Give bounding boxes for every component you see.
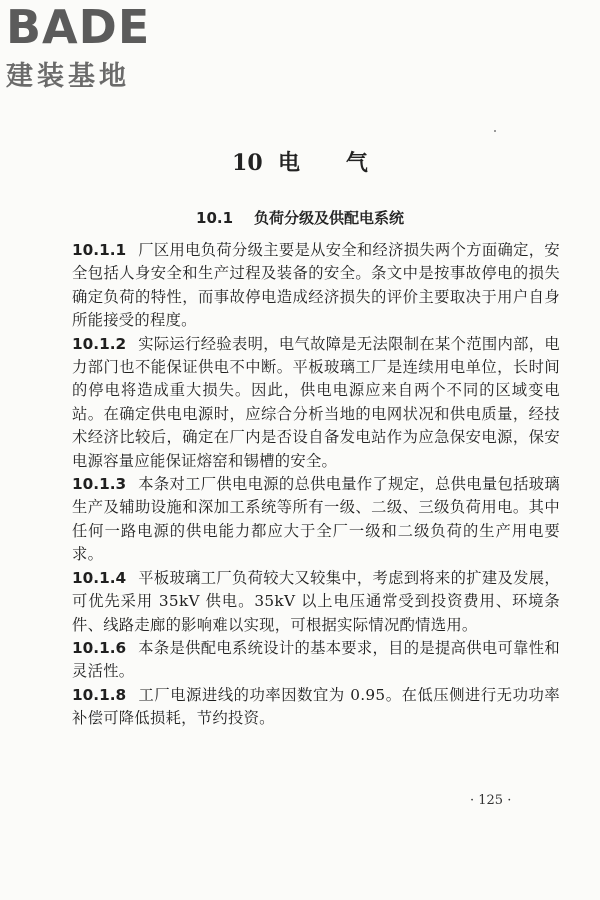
clause-paragraph — [72, 473, 560, 567]
clause-paragraph — [72, 684, 560, 731]
clause-number: 10.1.3 — [72, 475, 127, 494]
clause-text: 厂区用电负荷分级主要是从安全和经济损失两个方面确定，安全包括人身安全和生产过程及装备的安全。条文中是按事故停电的损失确定负荷的特性，而事故停电造成经济损失的评价主要取决于用户自身所能接受的程度。 — [72, 241, 560, 330]
bade-logo — [6, 0, 176, 92]
clause-paragraph — [72, 567, 560, 637]
chapter-title: 10 电 气 — [232, 150, 368, 176]
clause-number: 10.1.8 — [72, 685, 127, 704]
clause-paragraph — [72, 637, 560, 684]
logo-subtitle: 建装基地 — [6, 61, 130, 92]
clause-text: 实际运行经验表明，电气故障是无法限制在某个范围内部，电力部门也不能保证供电不中断。平板玻璃工厂是连续用电单位，长时间的停电将造成重大损失。因此，供电电源应来自两个不同的区域变电站。在确定供电电源时，应综合分析当地的电网状况和供电质量，经技术经济比较后，确定在厂内是否设自备发电站作为应急保安电源，保安电源容量应能保证熔窑和锡槽的安全。 — [72, 334, 560, 470]
clause-number: 10.1.6 — [72, 638, 127, 657]
section-title: 10.1 负荷分级及供配电系统 — [196, 209, 404, 227]
clause-paragraph — [72, 333, 560, 473]
page-number: · 125 · — [470, 793, 512, 808]
clause-text: 本条对工厂供电电源的总供电量作了规定，总供电量包括玻璃生产及辅助设施和深加工系统等所有一级、二级、三级负荷用电。其中任何一路电源的供电能力都应大于全厂一级和二级负荷的生产用电要求。 — [72, 475, 560, 564]
clause-text: 工厂电源进线的功率因数宜为 0.95。在低压侧进行无功功率补偿可降低损耗，节约投资。 — [72, 685, 560, 728]
clause-number: 10.1.4 — [72, 568, 127, 587]
logo-wordmark: BADE — [6, 0, 151, 54]
decorative-dot — [494, 130, 496, 132]
section-body — [72, 239, 560, 731]
clause-text: 本条是供配电系统设计的基本要求，目的是提高供电可靠性和灵活性。 — [72, 638, 560, 681]
clause-number: 10.1.1 — [72, 241, 127, 259]
clause-number: 10.1.2 — [72, 334, 127, 353]
clause-text: 平板玻璃工厂负荷较大又较集中，考虑到将来的扩建及发展，可优先采用 35kV 供电。35kV 以上电压通常受到投资费用、环境条件、线路走廊的影响难以实现，可根据实际情况酌情选用。 — [72, 568, 560, 634]
clause-paragraph — [72, 239, 560, 333]
